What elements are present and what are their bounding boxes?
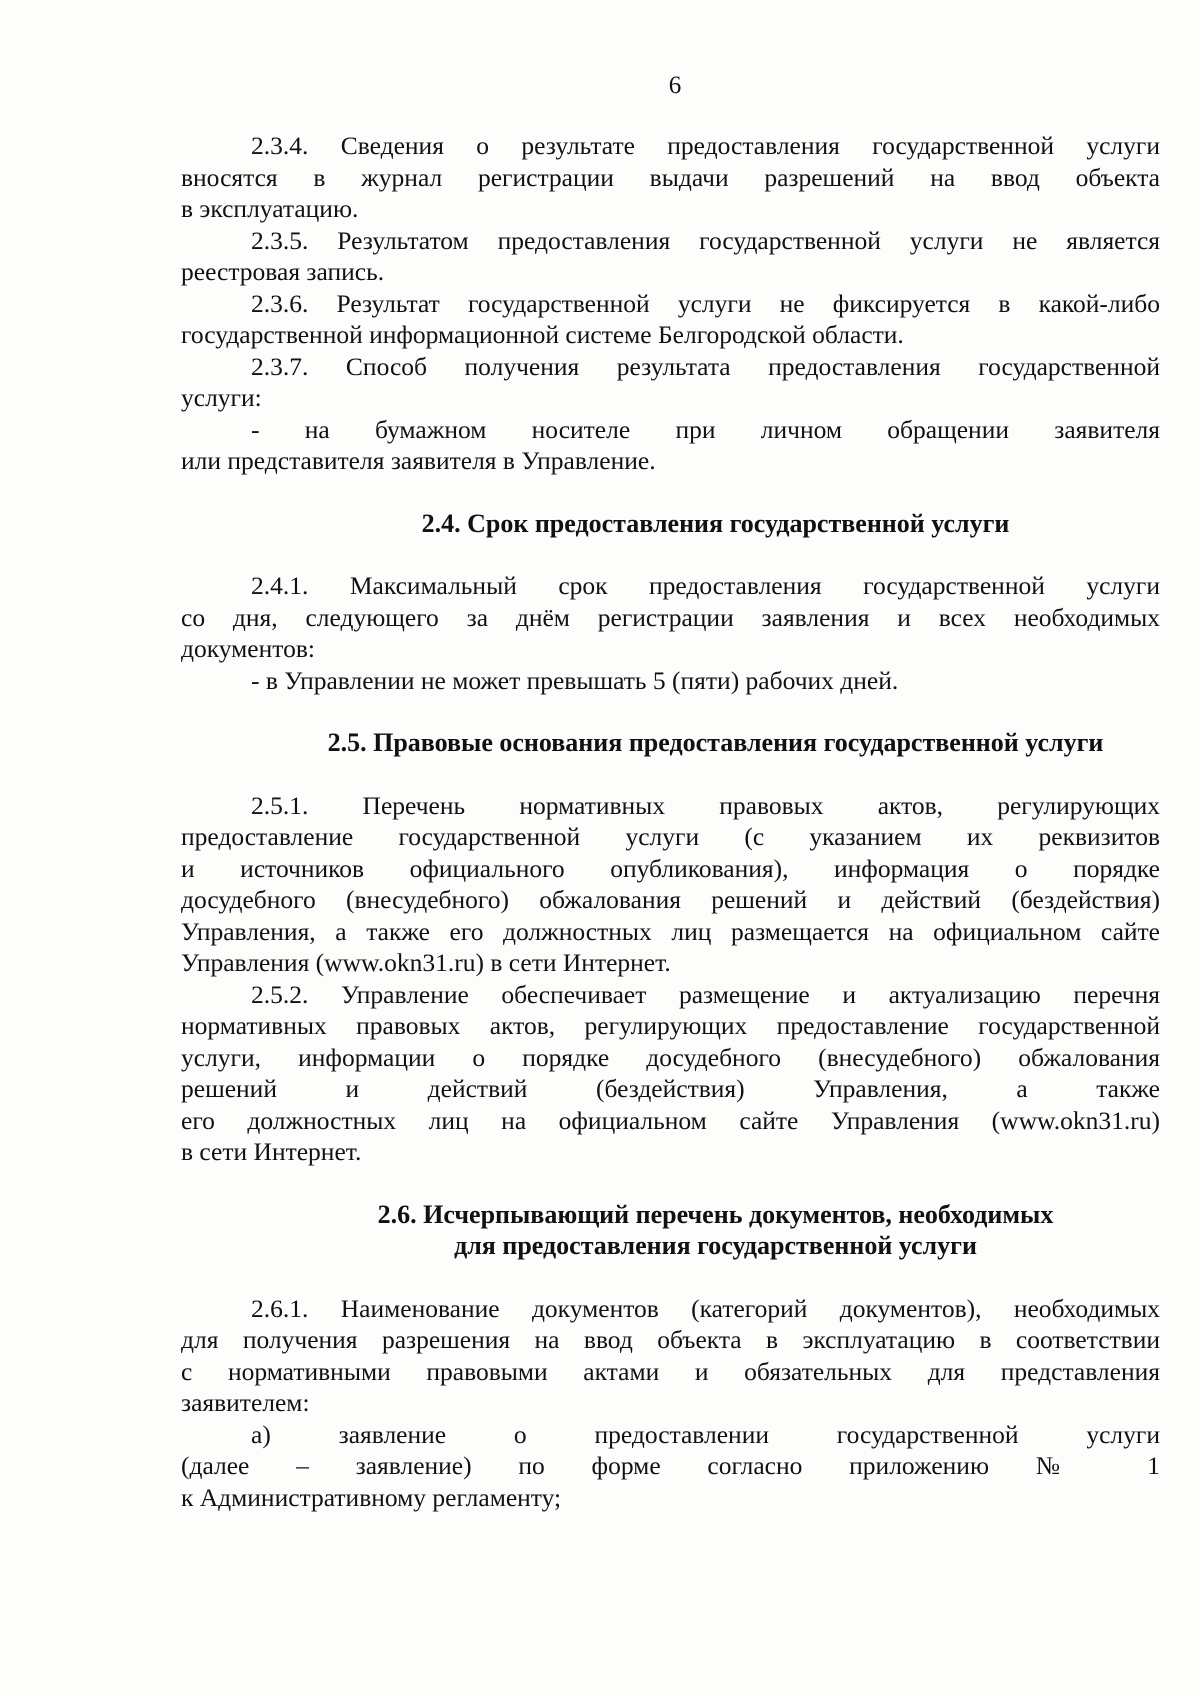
paragraph-2-3-7 [181,351,1160,414]
text-line: предоставление государственной услуги (с указанием их реквизитов [181,822,1160,851]
text-line: досудебного (внесудебного) обжалования решений и действий (бездействия) [181,885,1160,914]
text-line: Управления (www.okn31.ru) в сети Интернет. [181,948,671,977]
paragraph-2-6-1-a [181,1419,1160,1514]
text-line: Управления, а также его должностных лиц размещается на официальном сайте [181,916,1160,946]
text-line: вносятся в журнал регистрации выдачи разрешений на ввод объекта [181,162,1160,192]
paragraph-2-4-1 [181,570,1160,665]
text-line: 2.6.1. Наименование документов (категорий документов), необходимых [251,1293,1160,1323]
paragraph-2-3-4 [181,130,1160,225]
text-line: со дня, следующего за днём регистрации заявления и всех необходимых [181,602,1160,632]
text-line: 2.3.7. Способ получения результата предоставления государственной [251,351,1160,381]
text-line: 2.5.1. Перечень нормативных правовых актов, регулирующих [251,790,1160,820]
text-line: 2.3.5. Результатом предоставления государственной услуги не является [251,225,1160,255]
section-heading-2-4: 2.4. Срок предоставления государственной услуги [421,508,1010,538]
paragraph-2-3-6 [181,288,1160,351]
text-line: заявителем: [181,1388,310,1417]
text-line: или представителя заявителя в Управление. [181,446,656,475]
text-line: с нормативными правовыми актами и обязательных для представления [181,1356,1160,1386]
page-number: 6 [668,72,682,99]
paragraph-2-3-7-item [181,414,1160,477]
text-line: а) заявление о предоставлении государственной услуги [251,1419,1160,1449]
text-line: для получения разрешения на ввод объекта в эксплуатацию в соответствии [181,1325,1160,1354]
text-line: 2.3.6. Результат государственной услуги не фиксируется в какой-либо [251,288,1160,318]
section-heading-2-5: 2.5. Правовые основания предоставления государственной услуги [327,728,1104,757]
text-line: реестровая запись. [181,257,385,286]
section-heading-2-6 [181,1199,1160,1262]
text-line: (далее – заявление) по форме согласно приложению № 1 [181,1451,1160,1480]
text-line: его должностных лиц на официальном сайте Управления (www.okn31.ru) [181,1105,1160,1135]
text-line: документов: [181,634,315,663]
paragraph-2-5-1 [181,790,1160,979]
text-line: государственной информационной системе Белгородской области. [181,320,904,349]
text-line: услуги, информации о порядке досудебного (внесудебного) обжалования [181,1042,1160,1072]
text-line: 2.5.2. Управление обеспечивает размещение и актуализацию перечня [251,979,1160,1009]
paragraph-2-3-5 [181,225,1160,288]
text-line: и источников официального опубликования), информация о порядке [181,853,1160,883]
text-line: услуги: [181,383,262,412]
text-line: в сети Интернет. [181,1137,362,1166]
text-line: нормативных правовых актов, регулирующих предоставление государственной [181,1011,1160,1040]
text-line: - на бумажном носителе при личном обращении заявителя [251,414,1160,444]
text-line: 2.3.4. Сведения о результате предоставления государственной услуги [251,131,1160,160]
paragraph-2-6-1 [181,1293,1160,1419]
heading-line: 2.6. Исчерпывающий перечень документов, необходимых [377,1199,1054,1229]
paragraph-2-5-2 [181,979,1160,1168]
text-line: в эксплуатацию. [181,194,359,223]
text-line: решений и действий (бездействия) Управления, а также [181,1074,1160,1103]
paragraph-2-4-1-item: - в Управлении не может превышать 5 (пяти) рабочих дней. [251,665,899,695]
heading-line: для предоставления государственной услуги [454,1231,977,1260]
text-line: 2.4.1. Максимальный срок предоставления государственной услуги [251,571,1160,600]
document-body [181,130,1160,1513]
text-line: к Административному регламенту; [181,1482,562,1512]
